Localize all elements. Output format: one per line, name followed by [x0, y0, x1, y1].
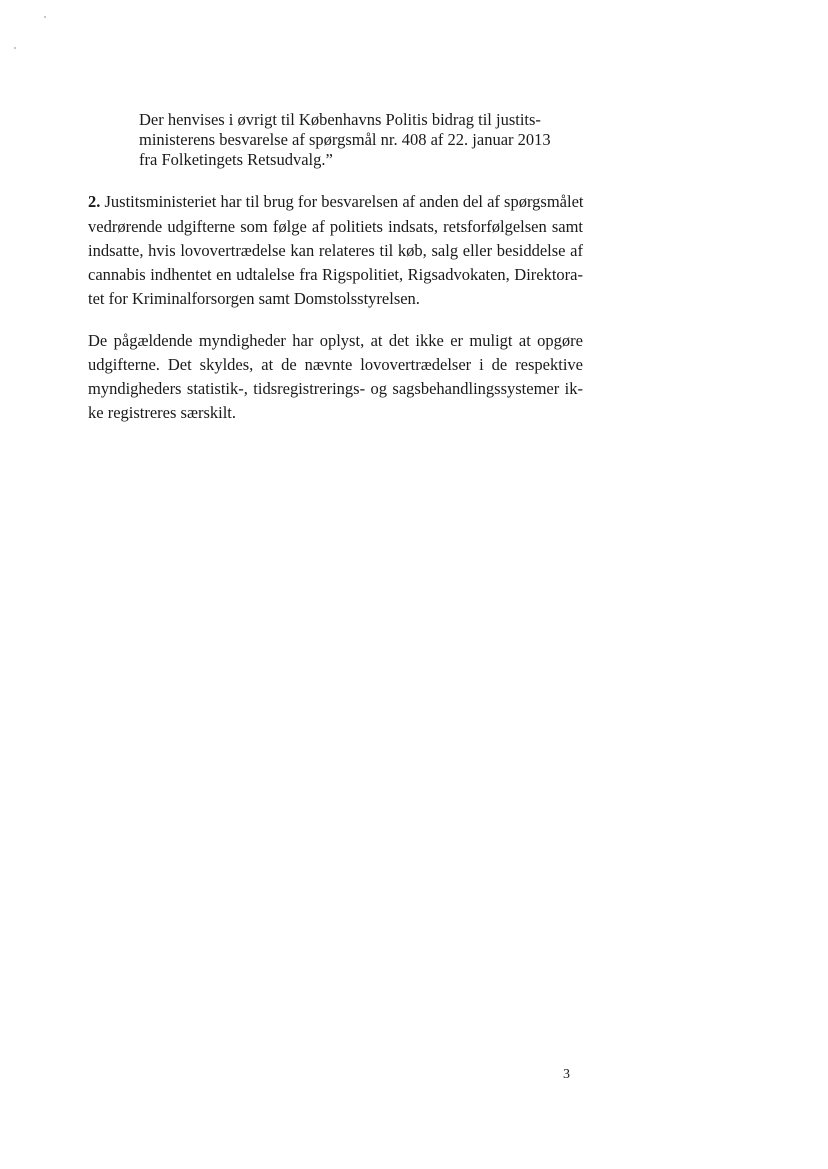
scan-speck: [14, 47, 16, 49]
page-number: 3: [563, 1067, 570, 1082]
paragraph-number: 2.: [88, 192, 101, 211]
scan-speck: [44, 16, 46, 18]
paragraph-line: De pågældende myndigheder har oplyst, at det ikke er muligt at opgøre: [88, 331, 583, 350]
paragraph-line: udgifterne. Det skyldes, at de nævnte lovovertrædelser i de respektive: [88, 355, 583, 374]
paragraph-line: ke registreres særskilt.: [88, 403, 237, 422]
paragraph-line: indsatte, hvis lovovertrædelse kan relateres til køb, salg eller besiddelse af: [88, 241, 583, 260]
paragraph-line: tet for Kriminalforsorgen samt Domstolsstyrelsen.: [88, 289, 420, 308]
paragraph-line: vedrørende udgifterne som følge af politiets indsats, retsforfølgelsen samt: [88, 217, 583, 236]
paragraph-line: myndigheders statistik-, tidsregistrerings- og sagsbehandlingssystemer ik-: [88, 379, 583, 398]
quote-line: fra Folketingets Retsudvalg.”: [139, 150, 333, 169]
paragraph-line: cannabis indhentet en udtalelse fra Rigspolitiet, Rigsadvokaten, Direktora-: [88, 265, 583, 284]
quote-line: ministerens besvarelse af spørgsmål nr. 408 af 22. januar 2013: [139, 130, 551, 149]
quote-line: Der henvises i øvrigt til Københavns Politis bidrag til justits-: [139, 110, 541, 129]
paragraph-line: 2. Justitsministeriet har til brug for besvarelsen af anden del af spørgsmålet: [88, 192, 584, 211]
